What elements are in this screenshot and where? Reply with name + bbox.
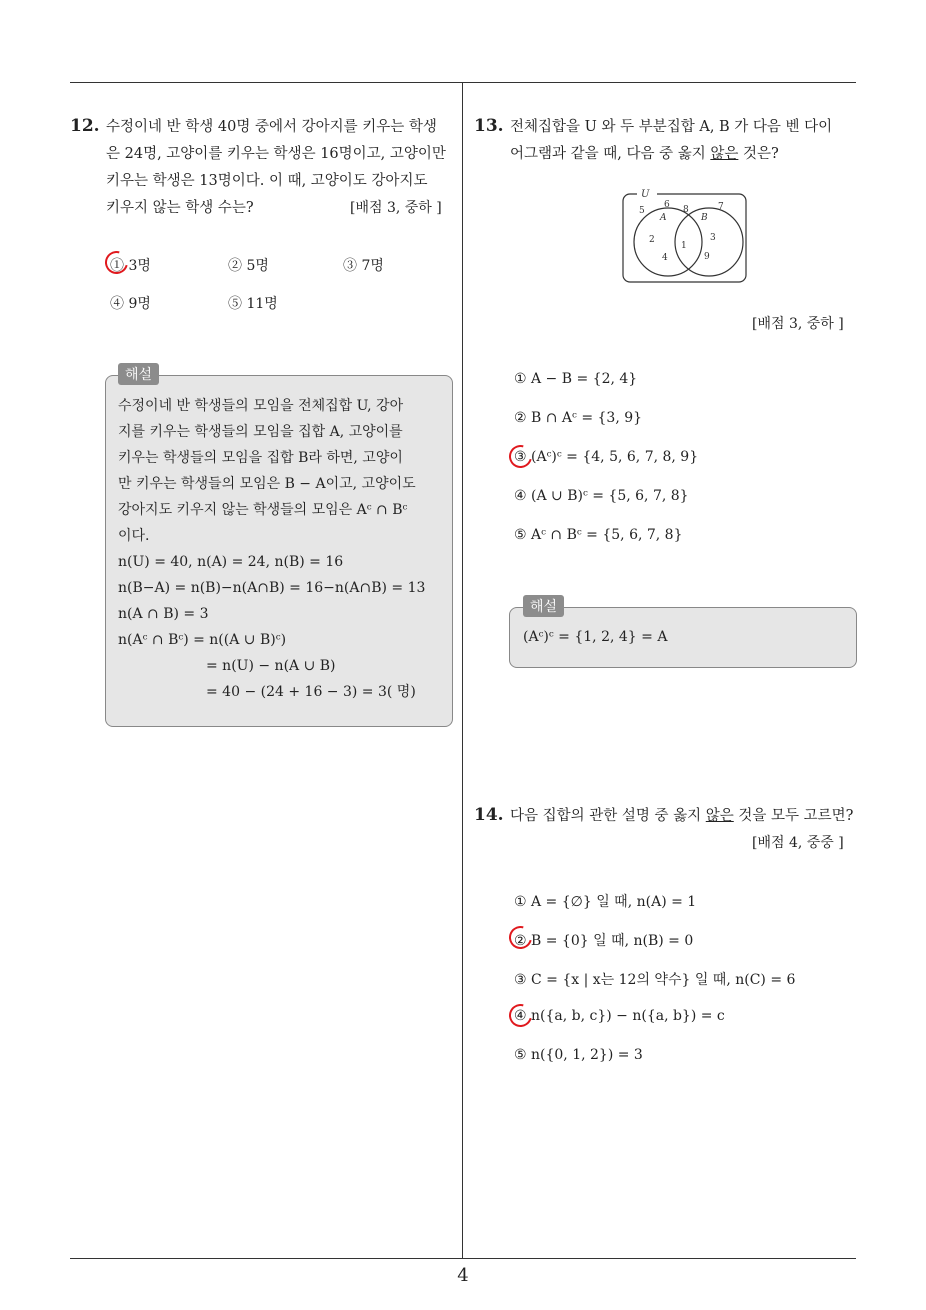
q12-line: 키우는 학생은 13명이다. 이 때, 고양이도 강아지도 [106, 173, 428, 189]
venn-diagram [622, 188, 748, 284]
solution-line: 이다. [118, 528, 150, 544]
venn-element: 8 [683, 205, 689, 215]
solution-line: n(A ∩ B) = 3 [118, 606, 209, 622]
q12-line: 키우지 않는 학생 수는? [106, 200, 254, 216]
q14-option-3[interactable]: ③ C = {x | x는 12의 약수} 일 때, n(C) = 6 [514, 972, 796, 988]
column-divider [462, 83, 463, 1258]
q12-option-4[interactable]: ④ 9명 [110, 296, 151, 312]
q13-option-5[interactable]: ⑤ Aᶜ ∩ Bᶜ = {5, 6, 7, 8} [514, 527, 683, 543]
solution-line: 지를 키우는 학생들의 모임을 집합 A, 고양이를 [118, 424, 403, 440]
q13-line: 전체집합을 U 와 두 부분집합 A, B 가 다음 벤 다이 [510, 119, 833, 135]
page-number: 4 [457, 1265, 469, 1286]
q13-line: 어그램과 같을 때, 다음 중 옳지 않은 것은? [510, 146, 779, 162]
q13-option-4[interactable]: ④ (A ∪ B)ᶜ = {5, 6, 7, 8} [514, 488, 689, 504]
q12-solution-text [118, 393, 425, 705]
q13-option-1[interactable]: ① A − B = {2, 4} [514, 371, 638, 387]
q14-option-4[interactable]: ④ n({a, b, c}) − n({a, b}) = c [514, 1008, 725, 1024]
solution-line: 강아지도 키우지 않는 학생들의 모임은 Aᶜ ∩ Bᶜ [118, 502, 408, 518]
q14-option-2[interactable]: ② B = {0} 일 때, n(B) = 0 [514, 933, 694, 949]
venn-element: 7 [718, 202, 724, 212]
q14-text: 다음 집합의 관한 설명 중 옳지 않은 것을 모두 고르면? [510, 808, 854, 824]
q12-number: 12. [70, 116, 100, 136]
venn-label-b: B [701, 213, 708, 223]
solution-line: n(Aᶜ ∩ Bᶜ) = n((A ∪ B)ᶜ) [118, 632, 287, 648]
emphasis-underline: 않은 [710, 146, 739, 162]
venn-label-a: A [660, 213, 667, 223]
q13-solution-text: (Aᶜ)ᶜ = {1, 2, 4} = A [523, 629, 668, 645]
q12-option-2[interactable]: ② 5명 [228, 258, 269, 274]
q13-text [510, 114, 832, 168]
q12-score: [배점 3, 중하 ] [350, 200, 442, 216]
answer-marker-icon [505, 441, 536, 472]
q12-option-1[interactable]: ① 3명 [110, 258, 151, 274]
q12-line: 수정이네 반 학생 40명 중에서 강아지를 키우는 학생 [106, 119, 437, 135]
solution-line: n(B−A) = n(B)−n(A∩B) = 16−n(A∩B) = 13 [118, 580, 426, 596]
venn-element: 3 [710, 233, 716, 243]
solution-line: 키우는 학생들의 모임을 집합 B라 하면, 고양이 [118, 450, 403, 466]
top-rule [70, 82, 856, 83]
emphasis-underline: 않은 [705, 808, 734, 824]
solution-line: n(U) = 40, n(A) = 24, n(B) = 16 [118, 554, 344, 570]
q12-option-5[interactable]: ⑤ 11명 [228, 296, 278, 312]
answer-marker-icon [505, 1000, 536, 1031]
solution-line: = n(U) − n(A ∪ B) [206, 658, 336, 674]
venn-element: 5 [639, 206, 645, 216]
q13-option-2[interactable]: ② B ∩ Aᶜ = {3, 9} [514, 410, 643, 426]
q13-solution-tag: 해설 [523, 595, 564, 617]
q12-option-3[interactable]: ③ 7명 [343, 258, 384, 274]
venn-element: 2 [649, 235, 655, 245]
venn-element: 6 [664, 200, 670, 210]
q14-number: 14. [474, 805, 504, 825]
bottom-rule [70, 1258, 856, 1259]
q12-solution-tag: 해설 [118, 363, 159, 385]
solution-line: = 40 − (24 + 16 − 3) = 3( 명) [206, 684, 416, 700]
q13-score: [배점 3, 중하 ] [752, 316, 844, 332]
venn-label-u: U [641, 189, 650, 200]
venn-element: 9 [704, 252, 710, 262]
q14-score: [배점 4, 중중 ] [752, 835, 844, 851]
solution-line: 수정이네 반 학생들의 모임을 전체집합 U, 강아 [118, 398, 404, 414]
venn-circle-a [634, 208, 702, 276]
venn-element: 1 [681, 241, 687, 251]
q14-option-5[interactable]: ⑤ n({0, 1, 2}) = 3 [514, 1047, 643, 1063]
q13-number: 13. [474, 116, 504, 136]
venn-element: 4 [662, 253, 668, 263]
solution-line: 만 키우는 학생들의 모임은 B − A이고, 고양이도 [118, 476, 416, 492]
q13-option-3[interactable]: ③ (Aᶜ)ᶜ = {4, 5, 6, 7, 8, 9} [514, 449, 699, 465]
q12-line: 은 24명, 고양이를 키우는 학생은 16명이고, 고양이만 [106, 146, 446, 162]
q14-option-1[interactable]: ① A = {∅} 일 때, n(A) = 1 [514, 894, 697, 910]
